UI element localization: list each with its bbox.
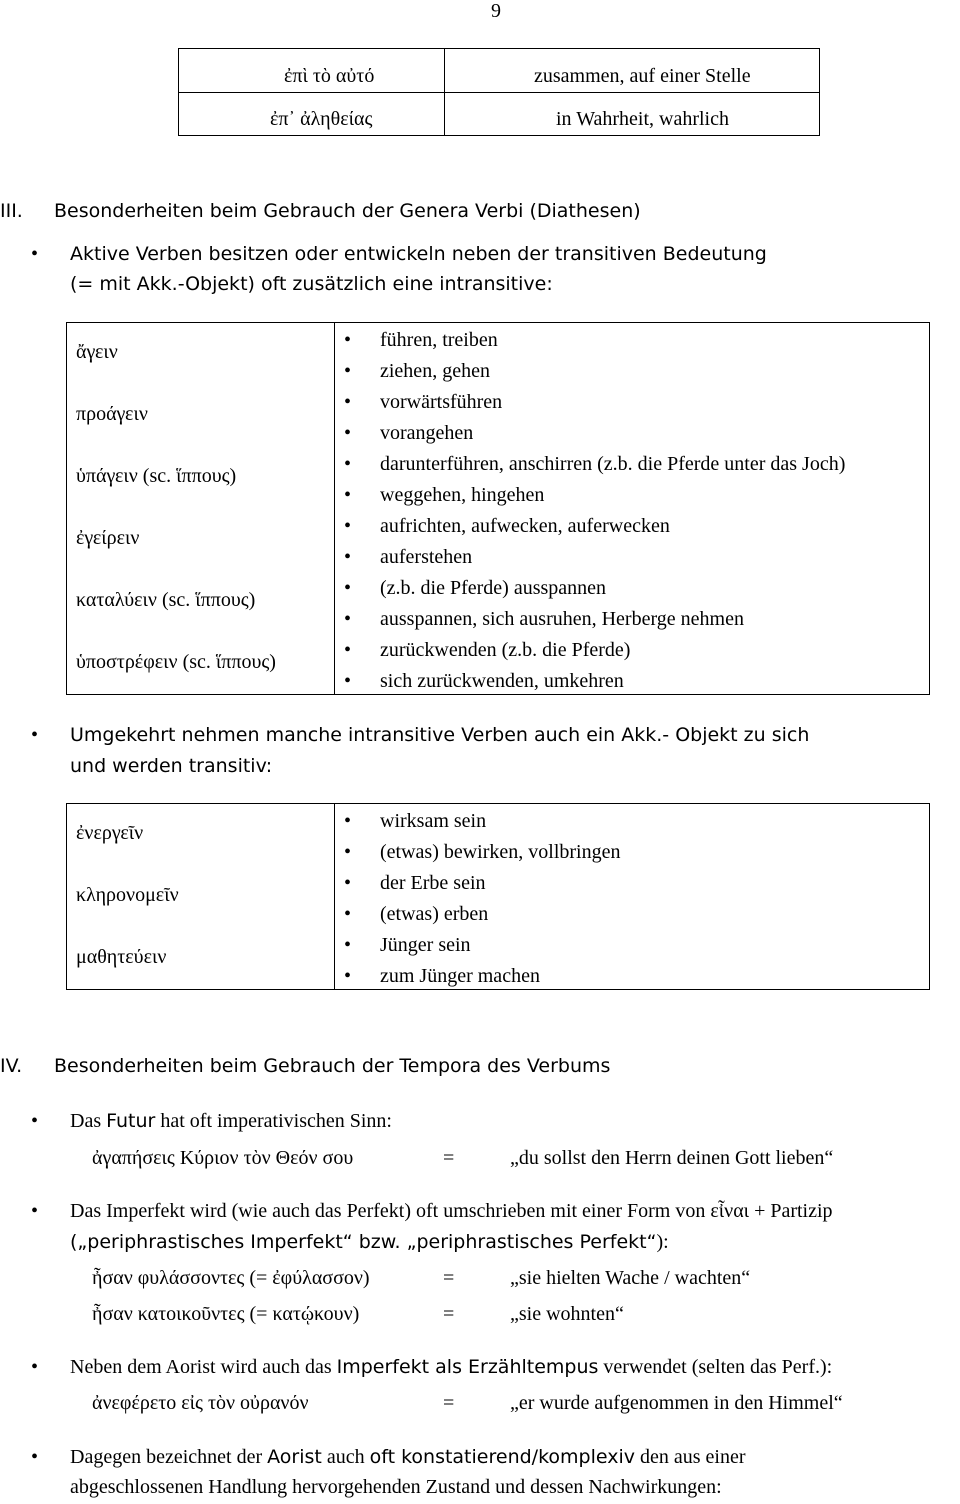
- diathesis-bullet-1-line-1: • Aktive Verben besitzen oder entwickeln neben der transitiven Bedeutung: [70, 243, 767, 265]
- bullet-icon: •: [344, 422, 352, 444]
- bullet-icon: •: [344, 670, 352, 692]
- meaning-9: (z.b. die Pferde) ausspannen: [380, 577, 607, 599]
- verb-hypostrephein: ὑποστρέφειν (sc. ἵππους): [76, 651, 276, 673]
- meaning-7: aufrichten, aufwecken, auferwecken: [380, 515, 670, 537]
- aorist-term: Aorist: [267, 1446, 322, 1468]
- narrative-example-greek: ἀνεφέρετο εἰς τὸν οὐρανόν: [92, 1392, 309, 1414]
- meaning-10: ausspannen, sich ausruhen, Herberge nehmen: [380, 608, 744, 630]
- periphrastic-mid: bzw.: [352, 1231, 407, 1253]
- section-4-number: IV.: [0, 1055, 23, 1077]
- bullet-icon: •: [344, 515, 352, 537]
- aorist-bullet-line-1: [70, 1446, 746, 1469]
- meaning-8: auferstehen: [380, 546, 473, 568]
- bullet-icon: •: [344, 577, 352, 599]
- periphrastic-pre: Das Imperfekt wird (wie auch das Perfekt) oft umschrieben mit einer Form von: [70, 1200, 711, 1222]
- periphrastic-open: (: [70, 1231, 78, 1253]
- narrative-example-equals: =: [443, 1392, 455, 1414]
- periphrastic-perfekt-term: „periphrastisches Perfekt“: [406, 1231, 657, 1253]
- aorist-post: den aus einer: [635, 1446, 746, 1468]
- periphrastic-greek: εἶναι: [710, 1200, 750, 1222]
- futur-example-equals: =: [443, 1147, 455, 1169]
- periphrastic-ex2-equals: =: [443, 1303, 455, 1325]
- verb-katalyein: καταλύειν (sc. ἵππους): [76, 589, 256, 611]
- trans-meaning-3: der Erbe sein: [380, 872, 486, 894]
- transitive-table: [66, 803, 930, 990]
- narrative-imperfekt-bullet: [70, 1356, 832, 1379]
- verb-hypagein: ὑπάγειν (sc. ἵππους): [76, 465, 237, 487]
- bullet-icon: •: [344, 841, 352, 863]
- futur-bullet: [70, 1110, 392, 1133]
- periphrastic-bullet-line-2: [70, 1231, 669, 1254]
- meaning-11: zurückwenden (z.b. die Pferde): [380, 639, 631, 661]
- transitive-table-divider: [334, 803, 335, 990]
- periphrastic-close: ):: [656, 1231, 669, 1253]
- periphrastic-bullet-line-1: [70, 1200, 833, 1223]
- bullet-icon: •: [344, 872, 352, 894]
- bullet-icon: •: [344, 934, 352, 956]
- futur-example-german: „du sollst den Herrn deinen Gott lieben“: [510, 1147, 834, 1169]
- bullet-icon: •: [344, 965, 352, 987]
- page-number: 9: [491, 0, 501, 22]
- meaning-5: darunterführen, anschirren (z.b. die Pferde unter das Joch): [380, 453, 846, 475]
- bullet-icon: •: [344, 391, 352, 413]
- periphrastic-imperfekt-term: „periphrastisches Imperfekt“: [77, 1231, 353, 1253]
- meaning-3: vorwärtsführen: [380, 391, 503, 413]
- trans-meaning-6: zum Jünger machen: [380, 965, 540, 987]
- intransitive-table-divider: [334, 322, 335, 695]
- periphrastic-ex1-equals: =: [443, 1267, 455, 1289]
- narrative-post: verwendet (selten das Perf.):: [598, 1356, 833, 1378]
- trans-meaning-4: (etwas) erben: [380, 903, 489, 925]
- idiom-greek-1: ἐπὶ τὸ αὐτό: [284, 65, 375, 87]
- aorist-mid: auch: [321, 1446, 370, 1468]
- narrative-term: Imperfekt als Erzähltempus: [336, 1356, 599, 1378]
- bullet-icon: •: [344, 329, 352, 351]
- idiom-german-1: zusammen, auf einer Stelle: [534, 65, 751, 87]
- futur-term: Futur: [106, 1110, 156, 1132]
- bullet-icon: •: [344, 484, 352, 506]
- bullet-icon: •: [344, 608, 352, 630]
- idiom-greek-2: ἐπ᾽ ἀληθείας: [270, 108, 373, 130]
- section-4-title: Besonderheiten beim Gebrauch der Tempora des Verbums: [54, 1055, 611, 1077]
- verb-kleronomein: κληρονομεῖν: [76, 884, 179, 906]
- verb-egeirein: ἐγείρειν: [76, 527, 140, 549]
- aorist-pre: Dagegen bezeichnet der: [70, 1446, 268, 1468]
- bullet-icon: •: [344, 453, 352, 475]
- futur-example-greek: ἀγαπήσεις Κύριον τὸν Θεόν σου: [92, 1147, 354, 1169]
- periphrastic-ex1-greek: ἦσαν φυλάσσοντες (= ἐφύλασσον): [92, 1267, 370, 1289]
- bullet-icon: •: [344, 360, 352, 382]
- narrative-example-german: „er wurde aufgenommen in den Himmel“: [510, 1392, 843, 1414]
- meaning-2: ziehen, gehen: [380, 360, 490, 382]
- meaning-1: führen, treiben: [380, 329, 498, 351]
- trans-meaning-5: Jünger sein: [380, 934, 471, 956]
- bullet-icon: •: [344, 546, 352, 568]
- periphrastic-ex2-german: „sie wohnten“: [510, 1303, 624, 1325]
- verb-proagein: προάγειν: [76, 403, 148, 425]
- meaning-12: sich zurückwenden, umkehren: [380, 670, 624, 692]
- periphrastic-ex2-greek: ἦσαν κατοικοῦντες (= κατῴκουν): [92, 1303, 360, 1325]
- diathesis-bullet-1-line-2: (= mit Akk.-Objekt) oft zusätzlich eine intransitive:: [70, 273, 553, 295]
- narrative-pre: Neben dem Aorist wird auch das: [70, 1356, 337, 1378]
- idiom-german-2: in Wahrheit, wahrlich: [556, 108, 729, 130]
- diathesis-bullet-2-line-1: • Umgekehrt nehmen manche intransitive Verben auch ein Akk.- Objekt zu sich: [70, 724, 809, 746]
- periphrastic-post: + Partizip: [749, 1200, 833, 1222]
- meaning-6: weggehen, hingehen: [380, 484, 545, 506]
- verb-agein: ἄγειν: [76, 341, 118, 363]
- verb-mathetein: μαθητεύειν: [76, 946, 167, 968]
- section-3-title: Besonderheiten beim Gebrauch der Genera Verbi (Diathesen): [54, 200, 641, 222]
- bullet-icon: •: [344, 639, 352, 661]
- diathesis-bullet-2-line-2: und werden transitiv:: [70, 755, 273, 777]
- verb-energein: ἐνεργεῖν: [76, 822, 144, 844]
- section-3-number: III.: [0, 200, 23, 222]
- trans-meaning-1: wirksam sein: [380, 810, 487, 832]
- bullet-icon: •: [344, 903, 352, 925]
- aorist-konstatierend-term: oft konstatierend/komplexiv: [369, 1446, 635, 1468]
- periphrastic-ex1-german: „sie hielten Wache / wachten“: [510, 1267, 751, 1289]
- bullet-icon: •: [344, 810, 352, 832]
- meaning-4: vorangehen: [380, 422, 474, 444]
- futur-post: hat oft imperativischen Sinn:: [155, 1110, 392, 1132]
- futur-pre: Das: [70, 1110, 107, 1132]
- idiom-table-row-divider: [178, 92, 820, 93]
- trans-meaning-2: (etwas) bewirken, vollbringen: [380, 841, 621, 863]
- aorist-bullet-line-2: abgeschlossenen Handlung hervorgehenden Zustand und dessen Nachwirkungen:: [70, 1476, 722, 1498]
